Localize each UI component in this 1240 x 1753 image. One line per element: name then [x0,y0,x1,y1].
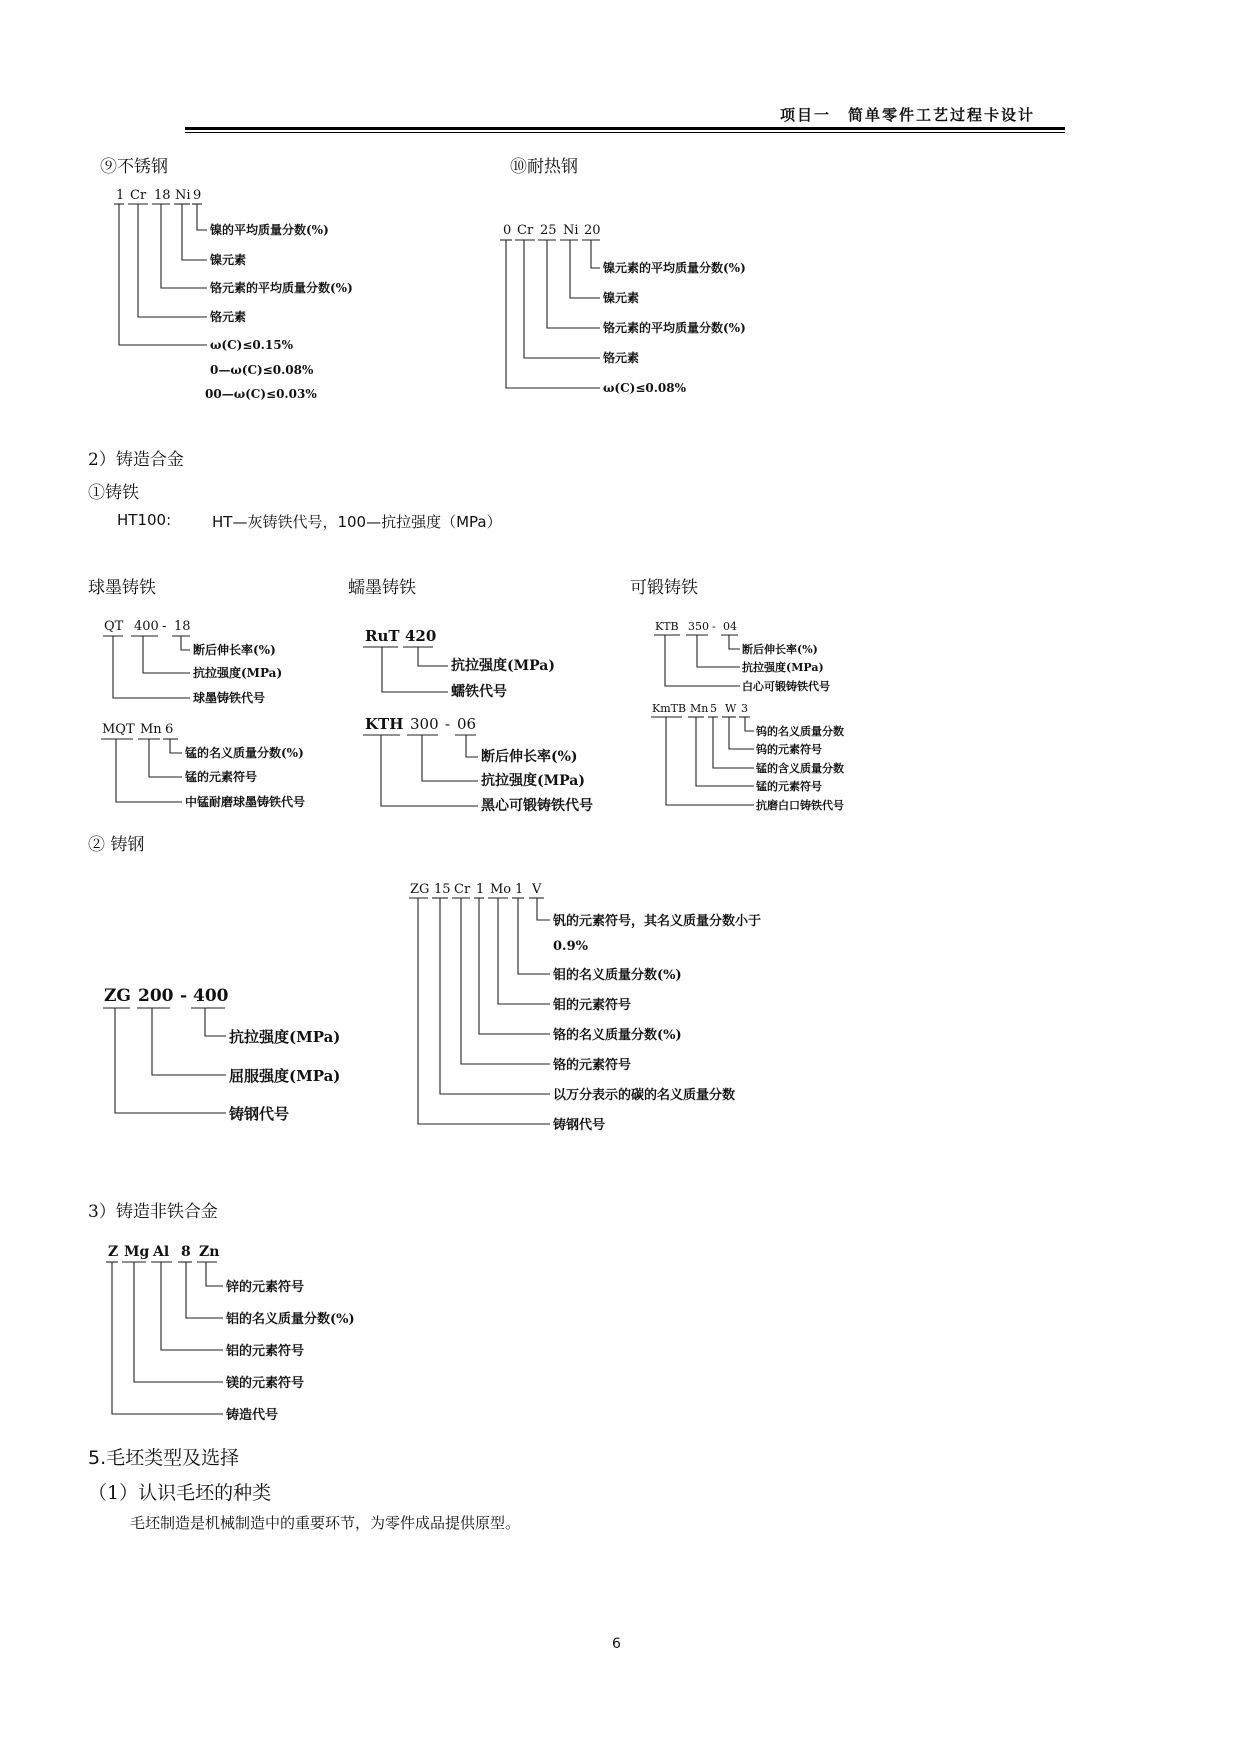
label: 以万分表示的碳的名义质量分数 [553,1088,736,1103]
code: 0 [503,223,512,238]
code: 15 [434,882,451,897]
code: Cr [454,882,471,897]
label: 抗拉强度(MPa) [229,1028,341,1046]
code: - [162,619,167,634]
code-1: 1 [116,188,125,203]
code: 04 [723,620,737,633]
code: Mn [140,722,162,737]
label: 铬元素 [603,351,640,365]
cast-alloy-heading: 2）铸造合金 [88,450,184,470]
label: 蠕铁代号 [451,684,507,700]
label: 钼的名义质量分数(%) [553,968,682,983]
ht-desc: HT—灰铸铁代号，100—抗拉强度（MPa） [212,513,502,531]
code: 400 [193,986,229,1006]
code: Mo [490,882,512,897]
label: 钨的元素符号 [756,743,822,756]
label: 锌的元素符号 [226,1280,305,1295]
label: 0.9% [553,939,588,954]
ht-code: HT100: [117,511,172,529]
code-9: 9 [193,188,202,203]
label: 铝的元素符号 [226,1344,305,1359]
label: 抗拉强度(MPa) [481,773,585,789]
label: 球墨铸铁代号 [193,691,266,705]
label: 镁的元素符号 [226,1376,305,1391]
malleable-heading: 可锻铸铁 [630,578,698,598]
code: 350 [688,620,709,633]
code: 420 [405,627,437,645]
label: ω(C)≤0.15% [210,338,294,352]
label: 断后伸长率(%) [193,643,276,657]
cast-iron-heading: ①铸铁 [88,483,139,503]
label: 断后伸长率(%) [742,643,818,656]
code: 6 [165,722,174,737]
code-ni: Ni [175,188,191,203]
label: 抗磨白口铸铁代号 [756,799,844,812]
code-cr: Cr [130,188,147,203]
code: - [180,986,188,1006]
code: MQT [102,722,135,737]
cast-steel-heading: ② 铸钢 [88,835,145,855]
code: 400 [134,619,159,634]
blank-paragraph: 毛坯制造是机械制造中的重要环节，为零件成品提供原型。 [130,1514,521,1532]
label: 钒的元素符号，其名义质量分数小于 [553,914,762,929]
label: 锰的名义质量分数(%) [185,746,304,760]
label: 断后伸长率(%) [481,749,578,765]
code: - [712,620,716,633]
code: KmTB [652,702,687,715]
code: ZG [104,986,131,1006]
label: 锰的元素符号 [185,770,258,784]
code: Mn [690,702,709,715]
code: Al [153,1244,170,1260]
code: 1 [476,882,485,897]
heatres-heading: ⑩耐热钢 [510,157,578,177]
label: 中锰耐磨球墨铸铁代号 [185,795,306,809]
vermicular-heading: 蠕墨铸铁 [348,578,416,598]
code: Cr [517,223,534,238]
label: 钨的名义质量分数 [756,725,844,738]
ductile-heading: 球墨铸铁 [88,578,156,598]
code: 300 [410,715,439,733]
code: 8 [181,1244,191,1260]
code: Zn [199,1244,220,1260]
nonferrous-heading: 3）铸造非铁合金 [88,1202,218,1222]
code: Mg [124,1244,150,1260]
label: 铬的元素符号 [553,1058,632,1073]
label: 镍元素 [603,291,640,305]
label: 铬元素的平均质量分数(%) [603,321,746,335]
blank-heading: 5.毛坯类型及选择 [88,1447,240,1469]
code: 06 [457,715,477,733]
label: 抗拉强度(MPa) [451,658,555,674]
code: 18 [174,619,191,634]
label: 铬的名义质量分数(%) [553,1028,682,1043]
running-header: 项目一 简单零件工艺过程卡设计 [780,106,1036,124]
label: 0—ω(C)≤0.08% [210,363,314,377]
code: ZG [410,882,430,897]
code: Ni [563,223,579,238]
code: KTB [655,620,679,633]
label: 镍元素 [210,253,247,267]
label: 锰的元素符号 [756,780,822,793]
label: 00—ω(C)≤0.03% [205,387,317,401]
code: 5 [710,702,717,715]
code: 20 [584,223,601,238]
code: QT [104,619,124,634]
code: KTH [365,715,404,733]
code: - [445,715,451,733]
label: 铸造代号 [226,1408,279,1423]
code: RuT [365,627,400,645]
label: 镍的平均质量分数(%) [210,223,329,237]
code-18: 18 [154,188,171,203]
label: 铬元素 [210,310,247,324]
code: Z [108,1244,119,1260]
label: 镍元素的平均质量分数(%) [603,261,746,275]
label: 钼的元素符号 [553,998,632,1013]
label: 铸钢代号 [229,1105,290,1123]
code: 200 [138,986,174,1006]
label: 屈服强度(MPa) [229,1067,341,1085]
page-number: 6 [612,1636,621,1652]
code: 25 [540,223,557,238]
blank-subheading: （1）认识毛坯的种类 [88,1482,272,1504]
stainless-heading: ⑨不锈钢 [100,157,168,177]
label: 抗拉强度(MPa) [742,661,824,674]
label: 铬元素的平均质量分数(%) [210,281,353,295]
label: 锰的含义质量分数 [756,762,844,775]
label: 抗拉强度(MPa) [193,666,283,680]
code: V [532,882,542,897]
label: 铝的名义质量分数(%) [226,1312,355,1327]
code: 3 [741,702,748,715]
code: W [725,702,737,715]
label: 铸钢代号 [553,1118,606,1133]
code: 1 [515,882,524,897]
label: 白心可锻铸铁代号 [742,680,830,693]
label: 黑心可锻铸铁代号 [481,798,593,814]
label: ω(C)≤0.08% [603,381,687,395]
